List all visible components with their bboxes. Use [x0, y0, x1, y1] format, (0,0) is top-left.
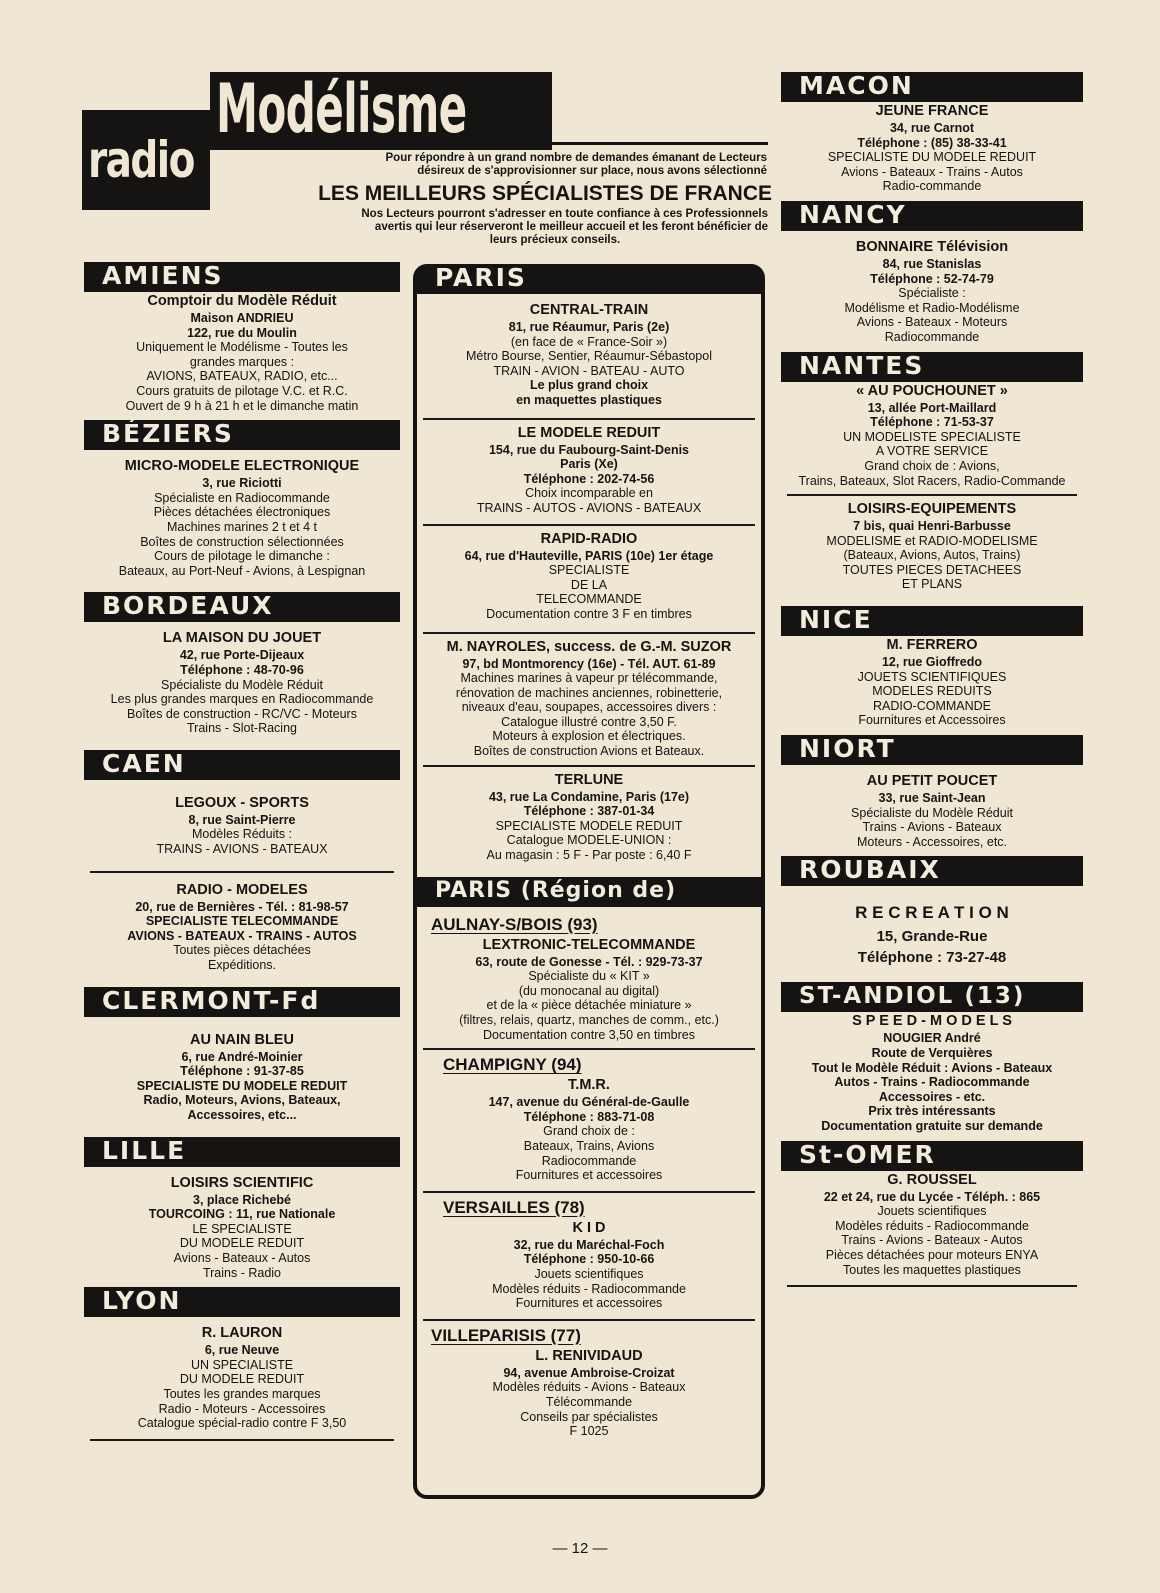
- listing-line: F 1025: [569, 1424, 609, 1439]
- listing-st-omer: [781, 1171, 1083, 1278]
- separator: [423, 524, 755, 526]
- listing-line: Téléphone : 950-10-66: [523, 1252, 655, 1267]
- listing-line: 13, allée Port-Maillard: [867, 400, 997, 415]
- listing-line: 20, rue de Bernières - Tél. : 81-98-57: [135, 899, 349, 914]
- listing-line: Grand choix de :: [543, 1124, 635, 1139]
- masthead: [82, 70, 772, 246]
- listing-line: Métro Bourse, Sentier, Réaumur-Sébastopol: [466, 349, 712, 364]
- subheading-champigny: CHAMPIGNY (94): [443, 1055, 582, 1075]
- listing-line: 32, rue du Maréchal-Foch: [513, 1237, 665, 1252]
- listing-line: SPECIALISTE DU MODELE REDUIT: [136, 1078, 348, 1093]
- listing-line: Modèles Réduits :: [191, 827, 293, 842]
- listing-line: A VOTRE SERVICE: [875, 444, 989, 459]
- business-name: Comptoir du Modèle Réduit: [147, 293, 337, 309]
- listing-beziers: [84, 457, 400, 578]
- listing-line: Téléphone : 73-27-48: [857, 949, 1007, 967]
- city-banner-clermont: CLERMONT-Fd: [84, 987, 400, 1017]
- listing-line: Paris (Xe): [560, 457, 618, 472]
- listing-line: MODELISME et RADIO-MODELISME: [826, 533, 1038, 548]
- outro-text: Nos Lecteurs pourront s'adresser en toute confiance à ces Professionnels avertis qui leur réserveront le meilleur accueil et les feront bénéficier de leurs précieux conseils.: [361, 208, 768, 246]
- separator: [423, 418, 755, 420]
- listing-line: DE LA: [570, 577, 608, 592]
- listing-line: 43, rue La Condamine, Paris (17e): [488, 789, 690, 804]
- listing-line: Modèles réduits - Radiocommande: [492, 1281, 686, 1296]
- city-banner-niort: NIORT: [781, 735, 1083, 765]
- listing-renividaud: [417, 1347, 761, 1439]
- listing-central-train: [417, 301, 761, 408]
- logo-modelisme-text: Modélisme: [216, 70, 467, 149]
- listing-line: Téléphone : 202-74-56: [523, 471, 655, 486]
- listing-line: Boîtes de construction sélectionnées: [140, 534, 344, 549]
- listing-line: Téléphone : 91-37-85: [180, 1064, 304, 1079]
- listing-clermont: [84, 1031, 400, 1123]
- listing-line: Téléphone : 52-74-79: [870, 271, 994, 286]
- listing-line: Grand choix de : Avions,: [864, 458, 1000, 473]
- separator: [423, 1191, 755, 1193]
- listing-line: en maquettes plastiques: [516, 392, 662, 407]
- listing-line: UN SPECIALISTE: [190, 1357, 294, 1372]
- listing-line: Moteurs à explosion et électriques.: [492, 729, 686, 744]
- listing-line: (en face de « France-Soir »): [510, 334, 668, 349]
- listing-line: AVIONS - BATEAUX - TRAINS - AUTOS: [127, 928, 357, 943]
- listing-line: TOUTES PIECES DETACHEES: [842, 562, 1022, 577]
- listing-line: NOUGIER André: [883, 1031, 981, 1046]
- listing-nancy: [781, 238, 1083, 345]
- business-name: S P E E D - M O D E L S: [852, 1013, 1012, 1030]
- masthead-rule: [552, 142, 768, 145]
- listing-line: 64, rue d'Hauteville, PARIS (10e) 1er étage: [464, 548, 714, 563]
- separator: [423, 632, 755, 634]
- listing-line: 94, avenue Ambroise-Croizat: [503, 1365, 675, 1380]
- listing-line: Boîtes de construction - RC/VC - Moteurs: [127, 706, 357, 721]
- listing-line: TRAIN - AVION - BATEAU - AUTO: [493, 363, 685, 378]
- listing-line: Documentation contre 3 F en timbres: [486, 606, 692, 621]
- listing-line: Fournitures et accessoires: [515, 1168, 663, 1183]
- listing-line: Ouvert de 9 h à 21 h et le dimanche matin: [125, 398, 359, 413]
- listing-line: Spécialiste du Modèle Réduit: [161, 677, 323, 692]
- listing-line: Toutes les maquettes plastiques: [843, 1262, 1021, 1277]
- listing-kid: [417, 1219, 761, 1311]
- listing-line: Spécialiste du « KIT »: [528, 969, 650, 984]
- business-name: RAPID-RADIO: [540, 530, 638, 547]
- listing-line: DU MODELE REDUIT: [179, 1236, 305, 1251]
- city-banner-macon: MACON: [781, 72, 1083, 102]
- listing-line: Toutes les grandes marques: [163, 1386, 321, 1401]
- logo-radio-text: radio: [88, 131, 194, 189]
- city-banner-paris-region: PARIS (Région de): [417, 877, 761, 907]
- listing-speed-models: [781, 1012, 1083, 1133]
- listing-line: TRAINS - AUTOS - AVIONS - BATEAUX: [476, 500, 702, 515]
- listing-line: Modélisme et Radio-Modélisme: [844, 300, 1020, 315]
- listing-line: Télécommande: [545, 1394, 633, 1409]
- listing-line: Machines marines à vapeur pr télécommande,: [460, 671, 718, 686]
- listing-line: Pièces détachées pour moteurs ENYA: [825, 1247, 1039, 1262]
- listing-line: niveaux d'eau, soupapes, accessoires divers :: [461, 700, 717, 715]
- listing-line: Bateaux, au Port-Neuf - Avions, à Lespignan: [118, 563, 366, 578]
- separator: [787, 494, 1077, 496]
- listing-caen-2: [84, 881, 400, 973]
- listing-line: Radio - Moteurs - Accessoires: [158, 1401, 326, 1416]
- city-banner-bordeaux: BORDEAUX: [84, 592, 400, 622]
- listing-line: Le plus grand choix: [529, 378, 649, 393]
- listing-line: Les plus grandes marques en Radiocommande: [110, 692, 374, 707]
- listing-line: TOURCOING : 11, rue Nationale: [148, 1207, 336, 1222]
- separator: [787, 1285, 1077, 1287]
- listing-line: Spécialiste :: [898, 286, 966, 301]
- business-name: BONNAIRE Télévision: [855, 238, 1009, 255]
- listing-line: Radiocommande: [884, 329, 980, 344]
- left-column: [84, 262, 400, 1445]
- listing-line: Catalogue spécial-radio contre F 3,50: [137, 1416, 347, 1431]
- listing-lextronic: [417, 936, 761, 1043]
- listing-line: Documentation gratuite sur demande: [821, 1118, 1043, 1133]
- middle-column: [417, 264, 761, 1439]
- listing-line: Choix incomparable en: [525, 486, 653, 501]
- listing-line: Fournitures et accessoires: [515, 1296, 663, 1311]
- listing-line: Documentation contre 3,50 en timbres: [483, 1027, 695, 1042]
- listing-line: 6, rue André-Moinier: [181, 1049, 303, 1064]
- business-name: R E C R E A T I O N: [855, 903, 1009, 923]
- listing-line: Trains - Slot-Racing: [187, 721, 297, 736]
- listing-nayroles: [417, 638, 761, 759]
- listing-line: Trains - Avions - Bateaux - Autos: [841, 1233, 1023, 1248]
- listing-line: 34, rue Carnot: [889, 121, 975, 135]
- right-column: [781, 72, 1083, 1291]
- listing-line: Cours de pilotage le dimanche :: [154, 549, 330, 564]
- listing-line: Accessoires, etc...: [187, 1108, 297, 1122]
- listing-line: (Bateaux, Avions, Autos, Trains): [843, 548, 1021, 563]
- listing-line: Catalogue illustré contre 3,50 F.: [501, 714, 677, 729]
- listing-line: Avions - Bateaux - Autos: [173, 1250, 311, 1265]
- listing-line: Cours gratuits de pilotage V.C. et R.C.: [136, 383, 348, 398]
- listing-roubaix: [781, 900, 1083, 968]
- listing-line: AVIONS, BATEAUX, RADIO, etc...: [146, 369, 338, 384]
- city-banner-caen: CAEN: [84, 750, 400, 780]
- listing-pouchounet: [781, 382, 1083, 489]
- listing-line: 15, Grande-Rue: [876, 928, 988, 946]
- business-name: LOISIRS SCIENTIFIC: [170, 1174, 314, 1191]
- listing-line: Téléphone : 48-70-96: [180, 662, 304, 677]
- listing-line: 3, place Richebé: [193, 1192, 291, 1207]
- separator: [423, 765, 755, 767]
- listing-line: Conseils par spécialistes: [520, 1409, 658, 1424]
- listing-line: SPECIALISTE DU MODELE REDUIT: [827, 150, 1037, 165]
- listing-line: Jouets scientifiques: [877, 1204, 987, 1219]
- listing-lille: [84, 1174, 400, 1281]
- listing-line: Spécialiste en Radiocommande: [154, 490, 330, 505]
- listing-line: Prix très intéressants: [868, 1104, 996, 1119]
- listing-line: 8, rue Saint-Pierre: [188, 812, 296, 827]
- city-banner-lyon: LYON: [84, 1287, 400, 1317]
- listing-line: 6, rue Neuve: [204, 1343, 280, 1358]
- listing-line: 33, rue Saint-Jean: [878, 791, 986, 806]
- listing-line: 84, rue Stanislas: [882, 256, 982, 271]
- listing-line: grandes marques :: [189, 354, 295, 369]
- listing-tmr: [417, 1076, 761, 1183]
- listing-amiens: [84, 292, 400, 413]
- listing-caen-1: [84, 794, 400, 857]
- listing-line: Trains - Radio: [202, 1265, 282, 1280]
- listing-line: Téléphone : (85) 38-33-41: [857, 135, 1007, 150]
- business-name: LEXTRONIC-TELECOMMANDE: [482, 936, 696, 953]
- listing-niort: [781, 772, 1083, 849]
- listing-line: Téléphone : 71-53-37: [870, 415, 994, 430]
- listing-line: DU MODELE REDUIT: [179, 1372, 305, 1387]
- listing-line: Modèles réduits - Avions - Bateaux: [492, 1380, 686, 1395]
- city-banner-beziers: BÉZIERS: [84, 420, 400, 450]
- listing-line: Catalogue MODELE-UNION :: [506, 833, 672, 848]
- separator: [90, 1439, 394, 1441]
- listing-line: Spécialiste du Modèle Réduit: [851, 805, 1013, 820]
- business-name: « AU POUCHOUNET »: [856, 382, 1008, 399]
- listing-line: 154, rue du Faubourg-Saint-Denis: [488, 442, 690, 457]
- listing-line: Radio-commande: [882, 179, 982, 194]
- listing-lyon: [84, 1324, 400, 1431]
- listing-line: 42, rue Porte-Dijeaux: [179, 648, 305, 663]
- listing-line: Toutes pièces détachées: [173, 943, 311, 958]
- business-name: MICRO-MODELE ELECTRONIQUE: [124, 458, 360, 475]
- listing-line: Fournitures et Accessoires: [858, 713, 1006, 728]
- business-name: L. RENIVIDAUD: [535, 1347, 643, 1364]
- listing-line: (du monocanal au digital): [518, 983, 660, 998]
- business-name: LEGOUX - SPORTS: [175, 794, 309, 811]
- subheading-villeparisis: VILLEPARISIS (77): [431, 1325, 581, 1345]
- business-name: LA MAISON DU JOUET: [162, 630, 322, 647]
- city-banner-paris: PARIS: [417, 264, 761, 294]
- listing-line: 3, rue Riciotti: [202, 476, 282, 491]
- city-banner-lille: LILLE: [84, 1137, 400, 1167]
- listing-line: TELECOMMANDE: [536, 592, 642, 607]
- listing-line: 122, rue du Moulin: [187, 325, 297, 340]
- business-name: R. LAURON: [201, 1325, 283, 1342]
- city-banner-nancy: NANCY: [781, 201, 1083, 231]
- city-banner-roubaix: ROUBAIX: [781, 856, 1083, 886]
- business-name: LOISIRS-EQUIPEMENTS: [847, 501, 1017, 518]
- city-banner-nantes: NANTES: [781, 352, 1083, 382]
- listing-line: MODELES REDUITS: [872, 684, 992, 699]
- listing-line: Téléphone : 883-71-08: [523, 1109, 655, 1124]
- listing-line: Moteurs - Accessoires, etc.: [856, 834, 1008, 849]
- listing-line: Radiocommande: [541, 1153, 637, 1168]
- business-name: K I D: [572, 1219, 606, 1236]
- listing-line: ET PLANS: [901, 577, 963, 592]
- city-banner-amiens: AMIENS: [84, 262, 400, 292]
- listing-line: LE SPECIALISTE: [192, 1221, 292, 1236]
- separator: [423, 1048, 755, 1050]
- listing-line: Pièces détachées électroniques: [153, 505, 331, 520]
- listing-line: et de la « pièce détachée miniature »: [486, 998, 692, 1013]
- listing-terlune: [417, 771, 761, 863]
- listing-line: 147, avenue du Général-de-Gaulle: [488, 1095, 690, 1110]
- listing-line: Modèles réduits - Radiocommande: [835, 1218, 1029, 1233]
- listing-line: TRAINS - AVIONS - BATEAUX: [156, 842, 328, 857]
- listing-line: Tout le Modèle Réduit : Avions - Bateaux: [811, 1060, 1053, 1075]
- listing-line: SPECIALISTE TELECOMMANDE: [145, 914, 339, 929]
- listing-nice: [781, 636, 1083, 728]
- listing-line: Machines marines 2 t et 4 t: [166, 519, 318, 534]
- separator: [90, 871, 394, 873]
- listing-line: Avions - Bateaux - Trains - Autos: [841, 164, 1023, 179]
- listing-line: rénovation de machines anciennes, robinetterie,: [455, 685, 723, 700]
- listing-line: Boîtes de construction Avions et Bateaux.: [473, 744, 705, 759]
- listing-line: SPECIALISTE: [548, 563, 630, 578]
- listing-loisirs-equipements: [781, 500, 1083, 592]
- listing-line: Jouets scientifiques: [534, 1266, 644, 1281]
- headline: LES MEILLEURS SPÉCIALISTES DE FRANCE: [318, 182, 772, 205]
- listing-line: Accessoires - etc.: [878, 1089, 986, 1104]
- listing-line: Autos - Trains - Radiocommande: [834, 1075, 1030, 1090]
- listing-line: Uniquement le Modélisme - Toutes les: [136, 340, 348, 355]
- business-name: JEUNE FRANCE: [875, 103, 989, 119]
- city-banner-st-andiol: ST-ANDIOL (13): [781, 982, 1083, 1012]
- listing-line: RADIO-COMMANDE: [872, 698, 992, 713]
- listing-line: 97, bd Montmorency (16e) - Tél. AUT. 61-89: [462, 656, 716, 671]
- business-name: M. FERRERO: [886, 637, 978, 654]
- listing-line: Route de Verquières: [871, 1046, 993, 1060]
- listing-line: 12, rue Gioffredo: [881, 655, 983, 670]
- listing-line: Radio, Moteurs, Avions, Bateaux,: [143, 1093, 341, 1108]
- listing-line: Bateaux, Trains, Avions: [523, 1138, 655, 1153]
- listing-line: Trains - Avions - Bateaux: [862, 820, 1002, 835]
- page-number: — 12 —: [552, 1540, 608, 1557]
- listing-rapid-radio: [417, 530, 761, 622]
- separator: [423, 1319, 755, 1321]
- listing-line: Trains, Bateaux, Slot Racers, Radio-Commande: [798, 473, 1066, 488]
- listing-line: 81, rue Réaumur, Paris (2e): [508, 320, 670, 334]
- business-name: G. ROUSSEL: [887, 1171, 977, 1188]
- listing-le-modele-reduit: [417, 424, 761, 516]
- subheading-versailles: VERSAILLES (78): [443, 1197, 585, 1217]
- listing-line: Au magasin : 5 F - Par poste : 6,40 F: [486, 848, 692, 863]
- listing-line: Avions - Bateaux - Moteurs: [856, 315, 1008, 330]
- listing-line: 22 et 24, rue du Lycée - Téléph. : 865: [823, 1189, 1041, 1204]
- listing-line: Expéditions.: [207, 958, 277, 973]
- business-name: M. NAYROLES, success. de G.-M. SUZOR: [446, 638, 732, 655]
- listing-line: 7 bis, quai Henri-Barbusse: [853, 519, 1011, 534]
- listing-line: JOUETS SCIENTIFIQUES: [857, 669, 1007, 684]
- listing-line: (filtres, relais, quartz, manches de comm., etc.): [459, 1013, 719, 1027]
- listing-line: Maison ANDRIEU: [190, 311, 294, 325]
- city-banner-st-omer: St-OMER: [781, 1141, 1083, 1171]
- business-name: AU PETIT POUCET: [866, 773, 998, 790]
- listing-line: Téléphone : 387-01-34: [523, 804, 655, 819]
- business-name: AU NAIN BLEU: [190, 1031, 294, 1048]
- listing-macon: [781, 102, 1083, 194]
- business-name: RADIO - MODELES: [176, 881, 308, 898]
- listing-line: 63, route de Gonesse - Tél. : 929-73-37: [475, 954, 703, 969]
- city-banner-nice: NICE: [781, 606, 1083, 636]
- listing-line: SPECIALISTE MODELE REDUIT: [495, 818, 683, 833]
- subheading-aulnay: AULNAY-S/BOIS (93): [431, 914, 598, 934]
- business-name: CENTRAL-TRAIN: [529, 302, 649, 318]
- business-name: LE MODELE REDUIT: [517, 424, 661, 441]
- business-name: TERLUNE: [554, 771, 624, 788]
- listing-line: UN MODELISTE SPECIALISTE: [843, 429, 1021, 444]
- listing-bordeaux: [84, 629, 400, 736]
- business-name: T.M.R.: [568, 1077, 610, 1094]
- intro-text: Pour répondre à un grand nombre de demandes émanant de Lecteurs désireux de s'approvisionner sur place, nous avons sélectionné: [385, 152, 767, 177]
